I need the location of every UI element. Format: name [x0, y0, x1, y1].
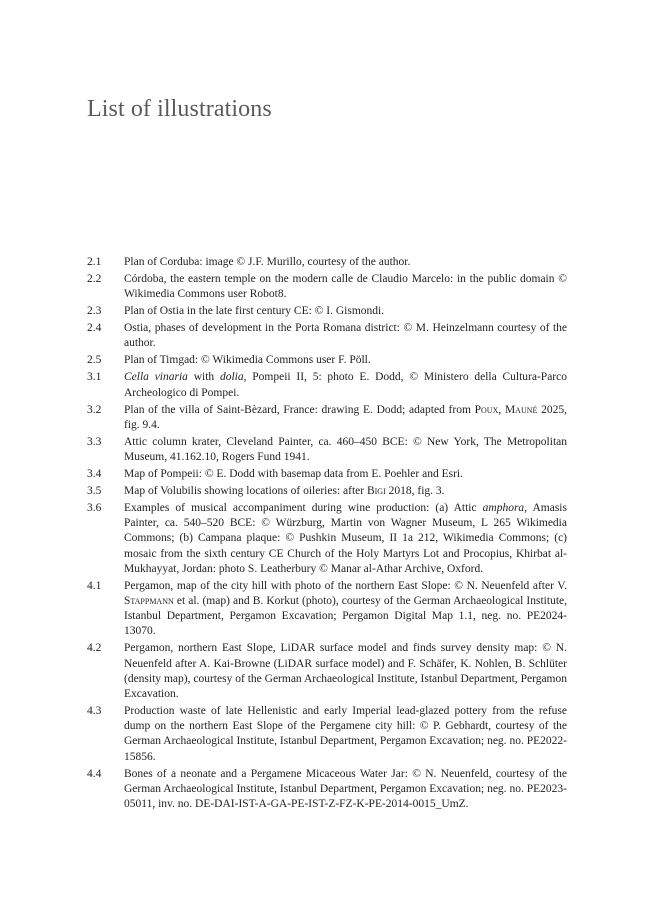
- list-item: [87, 304, 567, 319]
- item-number: 2.3: [87, 305, 102, 318]
- list-item: [87, 641, 567, 702]
- item-caption: [124, 370, 567, 400]
- caption-fragment: , Amasis Painter, ca. 540–520 BCE: © Würzburg, Martin von Wagner Museum, L 265 Wikimedia Commons; (b) Campana plaque: © Pushkin Museum, II 1a 212, Wikimedia Commons; (c) mosaic from the sixth century CE Church of the Holy Martyrs Lot and Procopius, Khirbat al-Mukhayyat, Jordan: photo S. Leatherbury © Manar al-Athar Archive, Oxford.: [124, 502, 567, 575]
- item-caption: Production waste of late Hellenistic and early Imperial lead-glazed pottery from the refuse dump on the northern East Slope of the Pergamene city hill: © P. Gebhardt, courtesy of the German Archaeological Institute, Istanbul Department, Pergamon Excavation; neg. no. PE2022-15856.: [124, 705, 567, 763]
- italic-term: dolia: [219, 371, 244, 384]
- list-item: [87, 403, 567, 433]
- item-number: 2.4: [87, 322, 102, 335]
- caption-fragment: , Pompeii II, 5: photo E. Dodd, © Ministero della Cultura-Parco Archeologico di Pompei.: [124, 371, 567, 399]
- list-item: [87, 579, 567, 640]
- list-item: [87, 767, 567, 813]
- item-caption: [124, 484, 567, 499]
- item-caption: Ostia, phases of development in the Porta Romana district: © M. Heinzelmann courtesy of the author.: [124, 322, 567, 350]
- italic-term: amphora: [482, 502, 525, 515]
- list-item: [87, 484, 567, 499]
- item-number: 3.6: [87, 502, 102, 515]
- list-item: [87, 353, 567, 368]
- item-caption: [124, 403, 567, 433]
- item-caption: Pergamon, northern East Slope, LiDAR surface model and finds survey density map: © N. Neuenfeld after A. Kai-Browne (LiDAR surface model) and F. Schäfer, K. Nohlen, B. Schlüter (density map), courtesy of the German Archaeological Institute, Istanbul Department, Pergamon Excavation.: [124, 642, 567, 701]
- item-number: 4.4: [87, 767, 102, 780]
- item-number: 3.1: [87, 371, 102, 384]
- list-item: [87, 272, 567, 302]
- item-number: 3.4: [87, 468, 102, 481]
- author-smallcaps: Stappmann: [124, 595, 174, 608]
- author-smallcaps: Poux, Mauné: [474, 403, 538, 416]
- page-title: List of illustrations: [87, 96, 272, 122]
- caption-fragment: 2025, fig. 9.4.: [124, 403, 568, 431]
- list-item: [87, 467, 567, 482]
- list-item: [87, 435, 567, 465]
- item-number: 3.2: [87, 403, 102, 416]
- list-item: [87, 255, 567, 270]
- item-caption: Plan of Corduba: image © J.F. Murillo, courtesy of the author.: [124, 256, 411, 268]
- item-number: 2.2: [87, 273, 102, 285]
- caption-fragment: Map of Volubilis showing locations of oileries: after: [124, 485, 367, 498]
- item-number: 4.3: [87, 705, 102, 718]
- italic-term: Cella vinaria: [124, 371, 188, 384]
- illustrations-list: [87, 255, 567, 814]
- item-number: 3.3: [87, 435, 102, 448]
- item-number: 2.5: [87, 354, 102, 367]
- author-smallcaps: Bigi: [366, 485, 386, 498]
- item-number: 4.2: [87, 642, 102, 655]
- list-item: [87, 501, 567, 577]
- caption-fragment: with: [187, 371, 220, 384]
- item-caption: Córdoba, the eastern temple on the modern calle de Claudio Marcelo: in the public domain © Wikimedia Commons user Robot8.: [124, 273, 567, 301]
- list-item: [87, 370, 567, 400]
- caption-fragment: Plan of the villa of Saint-Bèzard, France: drawing E. Dodd; adapted from: [124, 403, 475, 416]
- list-item: [87, 704, 567, 765]
- item-caption: Attic column krater, Cleveland Painter, ca. 460–450 BCE: © New York, The Metropolitan Museum, 41.162.10, Rogers Fund 1941.: [124, 435, 567, 464]
- item-caption: [124, 501, 567, 577]
- item-number: 4.1: [87, 579, 102, 592]
- item-caption: Bones of a neonate and a Pergamene Micaceous Water Jar: © N. Neuenfeld, courtesy of the German Archaeological Institute, Istanbul Department, Pergamon Excavation; neg. no. PE2023-05011, inv. no. DE-DAI-IST-A-GA-PE-IST-Z-FZ-K-PE-2014-0015_UmZ.: [124, 767, 567, 811]
- item-caption: Map of Pompeii: © E. Dodd with basemap data from E. Poehler and Esri.: [124, 468, 463, 481]
- item-number: 3.5: [87, 485, 102, 498]
- caption-fragment: Examples of musical accompaniment during wine production: (a) Attic: [124, 502, 483, 515]
- item-number: 2.1: [87, 256, 102, 268]
- item-caption: Plan of Timgad: © Wikimedia Commons user F. Pöll.: [124, 354, 371, 367]
- list-item: [87, 321, 567, 351]
- item-caption: [124, 579, 567, 640]
- item-caption: Plan of Ostia in the late first century CE: © I. Gismondi.: [124, 305, 385, 318]
- caption-fragment: 2018, fig. 3.: [385, 485, 445, 498]
- caption-fragment: Pergamon, map of the city hill with photo of the northern East Slope: © N. Neuenfeld after V.: [124, 579, 567, 592]
- caption-fragment: et al. (map) and B. Korkut (photo), courtesy of the German Archaeological Institute, Istanbul Department, Pergamon Excavation; Pergamon Digital Map 1.1, neg. no. PE2024-13070.: [124, 595, 567, 638]
